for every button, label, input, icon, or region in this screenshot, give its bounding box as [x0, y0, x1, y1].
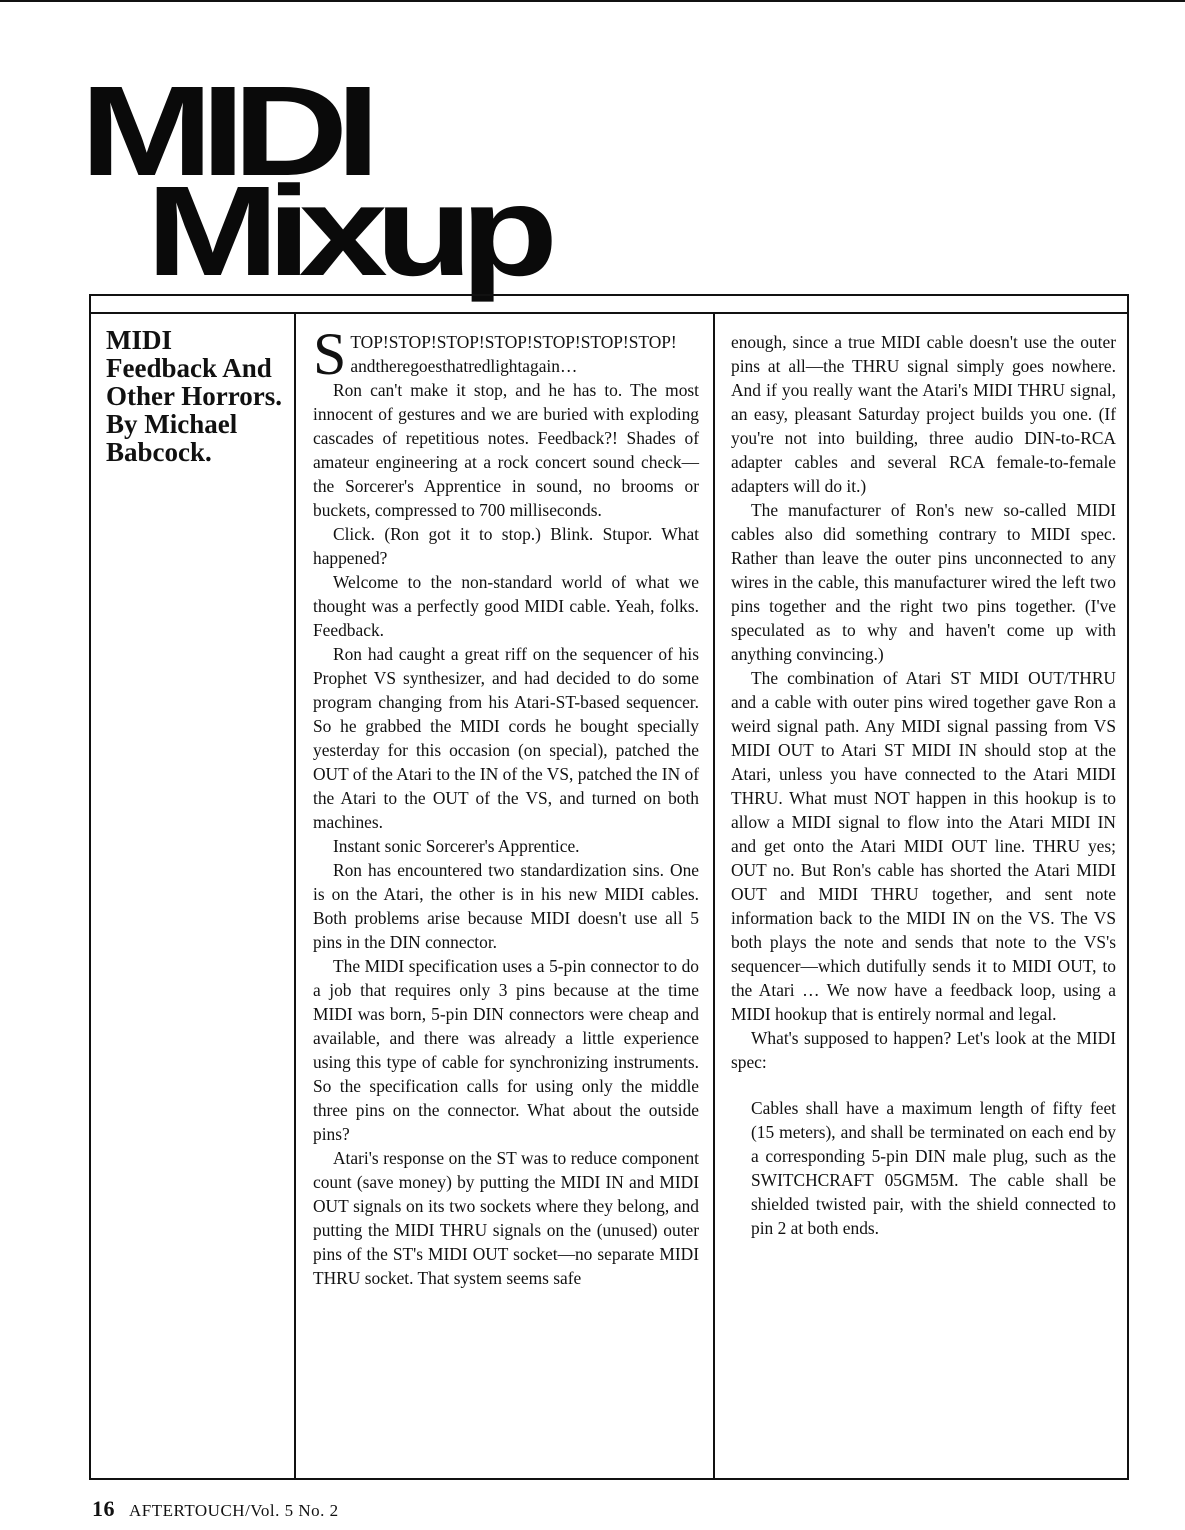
paragraph: Ron can't make it stop, and he has to. The most innocent of gestures and we are buried with exploding cascades of repetitious notes. Feedback?! Shades of amateur engineering at a rock concert sound check—the Sorcerer's Apprentice in sound, no brooms or buckets, compressed to 700 milliseconds.	[313, 380, 699, 520]
page-number: 16	[92, 1496, 115, 1521]
paragraph: What's supposed to happen? Let's look at the MIDI spec:	[731, 1028, 1116, 1072]
paragraph: Click. (Ron got it to stop.) Blink. Stupor. What happened?	[313, 524, 699, 568]
column-divider	[294, 314, 296, 1480]
publication-info: AFTERTOUCH/Vol. 5 No. 2	[129, 1501, 339, 1520]
paragraph: Atari's response on the ST was to reduce component count (save money) by putting the MIDI IN and MIDI OUT signals on its two sockets where they belong, and putting the MIDI THRU signals on the (unused) outer pins of the ST's MIDI OUT socket—no separate MIDI THRU socket. That system seems safe	[313, 1148, 699, 1288]
paragraph: The manufacturer of Ron's new so-called MIDI cables also did something contrary to MIDI spec. Rather than leave the outer pins unconnected to any wires in the cable, this manufacturer wired the left two pins together and the right two pins together. (I've speculated as to why and haven't come up with anything convincing.)	[731, 500, 1116, 664]
title-line-1: MIDI	[80, 60, 368, 203]
paragraph: Instant sonic Sorcerer's Apprentice.	[333, 836, 580, 856]
page-footer	[92, 1496, 339, 1522]
frame-double-rule	[89, 312, 1129, 314]
column-divider	[713, 314, 715, 1480]
article-column-1	[313, 321, 699, 1290]
spec-quote: Cables shall have a maximum length of fifty feet (15 meters), and shall be terminated on each end by a corresponding 5-pin DIN male plug, such as the SWITCHCRAFT 05GM5M. The cable shall be shielded twisted pair, with the shield connected to pin 2 at both ends.	[751, 1098, 1116, 1238]
continued-paragraph: enough, since a true MIDI cable doesn't use the outer pins at all—the THRU signal simply goes nowhere. And if you really want the Atari's MIDI THRU signal, an easy, pleasant Saturday project builds you one. (If you're not into building, three audio DIN-to-RCA adapter cables and several RCA female-to-female adapters will do it.)	[731, 332, 1116, 496]
paragraph: Ron had caught a great riff on the sequencer of his Prophet VS synthesizer, and had decided to do some program changing from his Atari-ST-based sequencer. So he grabbed the MIDI cords he bought specially yesterday for this occasion (on special), patched the OUT of the Atari to the IN of the VS, patched the IN of the Atari to the OUT of the VS, and turned on both machines.	[313, 644, 699, 832]
title-line-2: Mixup	[146, 160, 546, 303]
paragraph: The MIDI specification uses a 5-pin connector to do a job that requires only 3 pins because at the time MIDI was born, 5-pin DIN connectors were cheap and available, and there was already a little experience using this type of cable for synchronizing instruments. So the specification calls for using only the middle three pins on the connector. What about the outside pins?	[313, 956, 699, 1144]
top-rule	[0, 0, 1185, 2]
byline: MIDI Feedback And Other Horrors. By Michael Babcock.	[106, 325, 282, 467]
paragraph: Ron has encountered two standardization sins. One is on the Atari, the other is in his new MIDI cables. Both problems arise because MIDI doesn't use all 5 pins in the DIN connector.	[313, 860, 699, 952]
opening-paragraph	[313, 321, 699, 387]
article-column-2	[731, 330, 1116, 1240]
opening-text: TOP!STOP!STOP!STOP!STOP!STOP!STOP! andtheregoesthatredlightagain…	[350, 332, 677, 376]
paragraph: The combination of Atari ST MIDI OUT/THRU and a cable with outer pins wired together gave Ron a weird signal path. Any MIDI signal passing from VS MIDI OUT to Atari ST MIDI IN should stop at the Atari, unless you have connected to the Atari MIDI THRU. What must NOT happen in this hookup is to allow a MIDI signal to flow into the Atari MIDI IN and get onto the Atari MIDI OUT line. THRU yes; OUT no. But Ron's cable has shorted the Atari MIDI OUT and MIDI THRU together, and sent note information back to the MIDI IN on the VS. The VS both plays the note and sends that note to the VS's sequencer—which dutifully sends it to MIDI OUT, to the Atari … We now have a feedback loop, using a MIDI hookup that is entirely normal and legal.	[731, 668, 1116, 1024]
paragraph: Welcome to the non-standard world of what we thought was a perfectly good MIDI cable. Yeah, folks. Feedback.	[313, 572, 699, 640]
drop-cap: S	[313, 321, 347, 387]
